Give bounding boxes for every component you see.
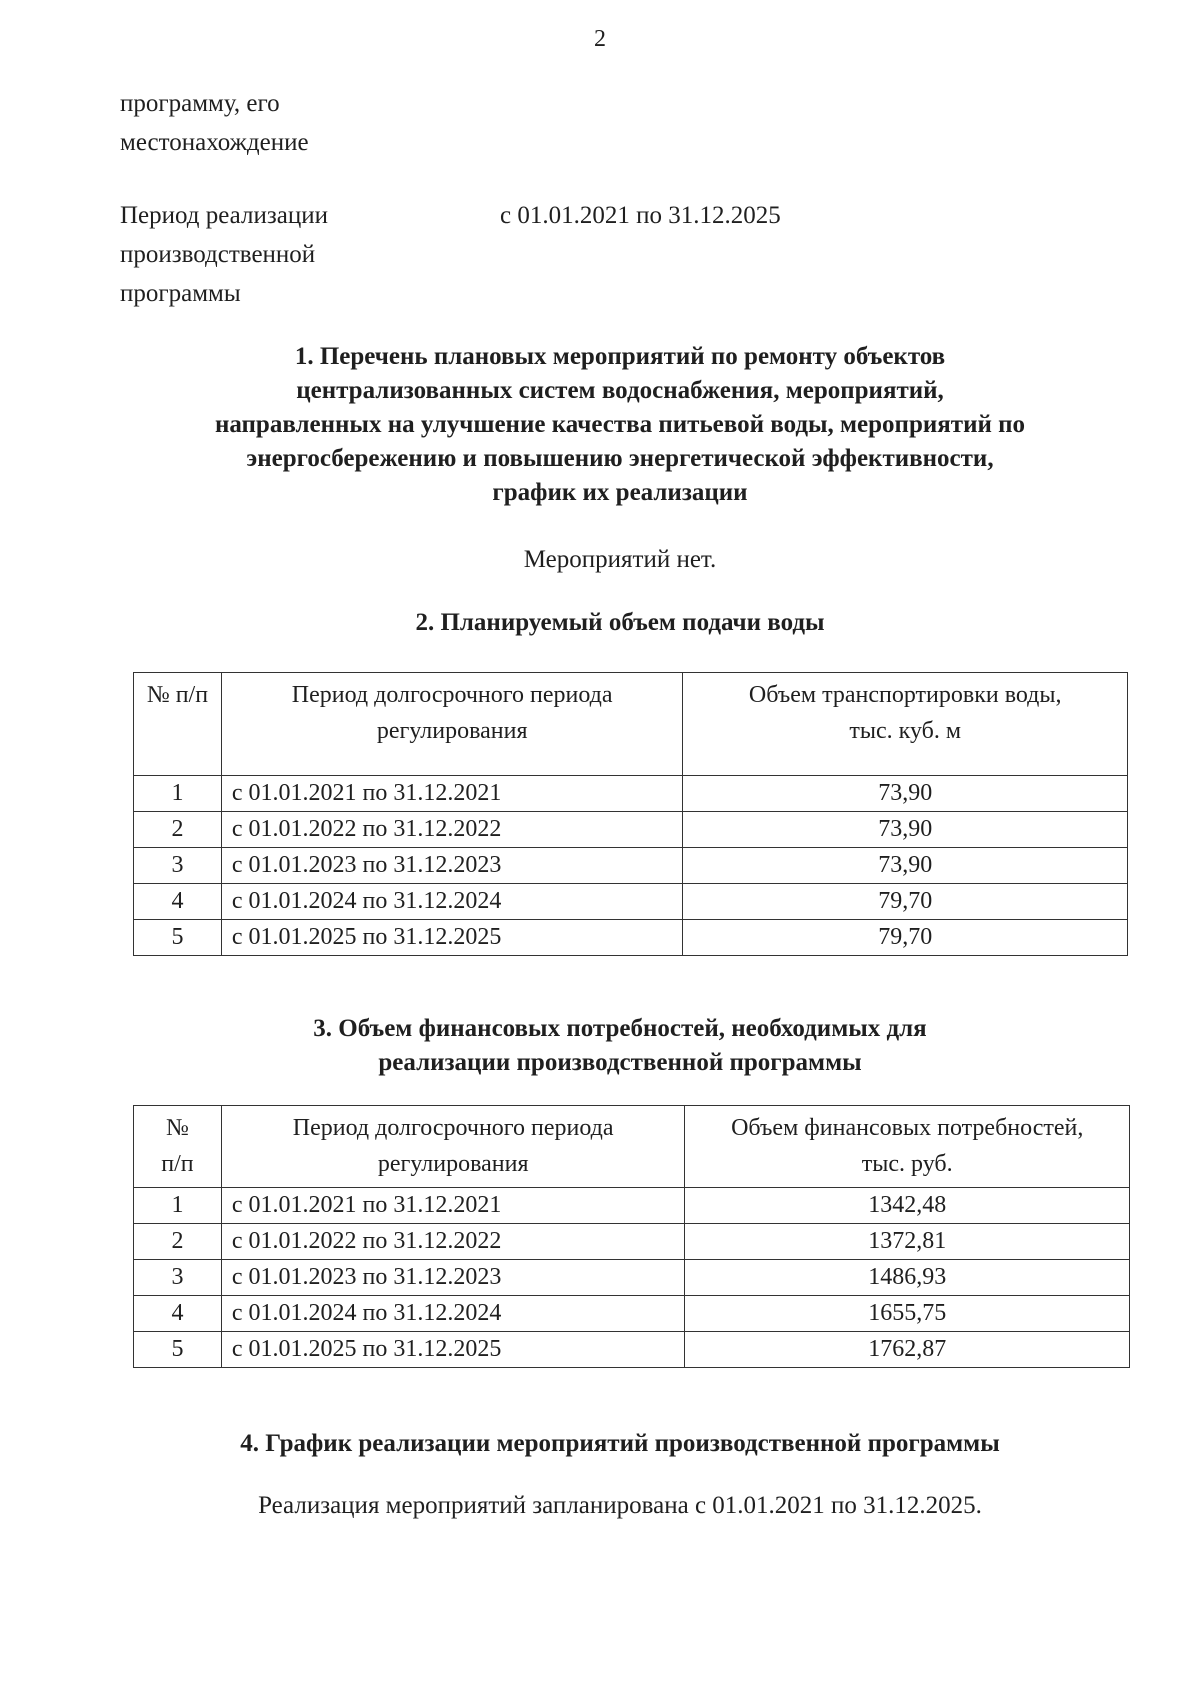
table-row bbox=[134, 884, 1128, 920]
cell-num: 4 bbox=[134, 1296, 222, 1332]
cell-num: 4 bbox=[134, 884, 222, 920]
cell-num: 1 bbox=[134, 1188, 222, 1224]
location-label bbox=[120, 84, 309, 162]
table-row bbox=[134, 848, 1128, 884]
table-row bbox=[134, 920, 1128, 956]
section1-title-line: направленных на улучшение качества питьевой воды, мероприятий по bbox=[214, 411, 1026, 438]
cell-period: с 01.01.2023 по 31.12.2023 bbox=[221, 848, 683, 884]
cell-value: 73,90 bbox=[683, 812, 1128, 848]
table-row bbox=[134, 1260, 1130, 1296]
cell-period: с 01.01.2021 по 31.12.2021 bbox=[221, 1188, 685, 1224]
water-supply-table bbox=[133, 672, 1128, 956]
cell-period: с 01.01.2025 по 31.12.2025 bbox=[221, 920, 683, 956]
header-num-line: п/п bbox=[161, 1151, 194, 1177]
section2-title: 2. Планируемый объем подачи воды bbox=[415, 609, 825, 636]
cell-value: 1372,81 bbox=[685, 1224, 1130, 1260]
section1-title-line: график их реализации bbox=[492, 479, 748, 506]
section3-title bbox=[120, 1012, 1120, 1080]
page-number: 2 bbox=[594, 26, 606, 52]
header-volume-line: тыс. куб. м bbox=[849, 718, 962, 744]
header-period-line: регулирования bbox=[376, 718, 528, 744]
cell-num: 3 bbox=[134, 1260, 222, 1296]
table-header-row bbox=[134, 673, 1128, 776]
cell-value: 79,70 bbox=[683, 920, 1128, 956]
cell-num: 5 bbox=[134, 1332, 222, 1368]
header-volume bbox=[683, 673, 1128, 776]
table-row bbox=[134, 1224, 1130, 1260]
header-finance-line: Объем финансовых потребностей, bbox=[731, 1115, 1084, 1141]
header-finance bbox=[685, 1106, 1130, 1188]
table-header-row bbox=[134, 1106, 1130, 1188]
section4-text: Реализация мероприятий запланирована с 01.01.2021 по 31.12.2025. bbox=[258, 1492, 982, 1519]
cell-period: с 01.01.2021 по 31.12.2021 bbox=[221, 776, 683, 812]
cell-value: 73,90 bbox=[683, 848, 1128, 884]
cell-period: с 01.01.2025 по 31.12.2025 bbox=[221, 1332, 685, 1368]
header-period-line: Период долгосрочного периода bbox=[292, 1115, 614, 1141]
cell-period: с 01.01.2023 по 31.12.2023 bbox=[221, 1260, 685, 1296]
period-label bbox=[120, 196, 328, 313]
header-period bbox=[221, 1106, 685, 1188]
table-row bbox=[134, 776, 1128, 812]
section3-title-line: 3. Объем финансовых потребностей, необходимых для bbox=[313, 1015, 927, 1042]
cell-num: 5 bbox=[134, 920, 222, 956]
cell-period: с 01.01.2024 по 31.12.2024 bbox=[221, 884, 683, 920]
location-label-line: местонахождение bbox=[120, 129, 309, 156]
table-row bbox=[134, 812, 1128, 848]
cell-period: с 01.01.2022 по 31.12.2022 bbox=[221, 1224, 685, 1260]
section4-title: 4. График реализации мероприятий производственной программы bbox=[240, 1430, 1000, 1457]
section1-title bbox=[120, 340, 1120, 510]
cell-period: с 01.01.2024 по 31.12.2024 bbox=[221, 1296, 685, 1332]
section3-title-line: реализации производственной программы bbox=[378, 1049, 862, 1076]
cell-num: 2 bbox=[134, 1224, 222, 1260]
cell-num: 2 bbox=[134, 812, 222, 848]
period-value: с 01.01.2021 по 31.12.2025 bbox=[500, 202, 781, 229]
cell-value: 1762,87 bbox=[685, 1332, 1130, 1368]
header-num-line: № bbox=[166, 1115, 189, 1141]
financial-needs-table bbox=[133, 1105, 1130, 1368]
cell-value: 1486,93 bbox=[685, 1260, 1130, 1296]
table-row bbox=[134, 1332, 1130, 1368]
section1-title-line: централизованных систем водоснабжения, мероприятий, bbox=[296, 377, 944, 404]
cell-num: 1 bbox=[134, 776, 222, 812]
header-period-line: регулирования bbox=[377, 1151, 529, 1177]
section1-title-line: энергосбережению и повышению энергетической эффективности, bbox=[246, 445, 994, 472]
location-label-line: программу, его bbox=[120, 90, 280, 117]
cell-value: 79,70 bbox=[683, 884, 1128, 920]
period-label-line: производственной bbox=[120, 241, 316, 268]
period-label-line: Период реализации bbox=[120, 202, 328, 229]
cell-value: 73,90 bbox=[683, 776, 1128, 812]
section1-title-line: 1. Перечень плановых мероприятий по ремонту объектов bbox=[294, 343, 946, 370]
header-num bbox=[134, 1106, 222, 1188]
cell-value: 1655,75 bbox=[685, 1296, 1130, 1332]
header-period-line: Период долгосрочного периода bbox=[291, 682, 613, 708]
header-volume-line: Объем транспортировки воды, bbox=[748, 682, 1062, 708]
table-row bbox=[134, 1296, 1130, 1332]
cell-period: с 01.01.2022 по 31.12.2022 bbox=[221, 812, 683, 848]
header-period bbox=[221, 673, 683, 776]
period-label-line: программы bbox=[120, 280, 241, 307]
table-row bbox=[134, 1188, 1130, 1224]
cell-value: 1342,48 bbox=[685, 1188, 1130, 1224]
section1-text: Мероприятий нет. bbox=[523, 546, 717, 573]
header-num: № п/п bbox=[134, 673, 222, 776]
header-finance-line: тыс. руб. bbox=[861, 1151, 953, 1177]
cell-num: 3 bbox=[134, 848, 222, 884]
